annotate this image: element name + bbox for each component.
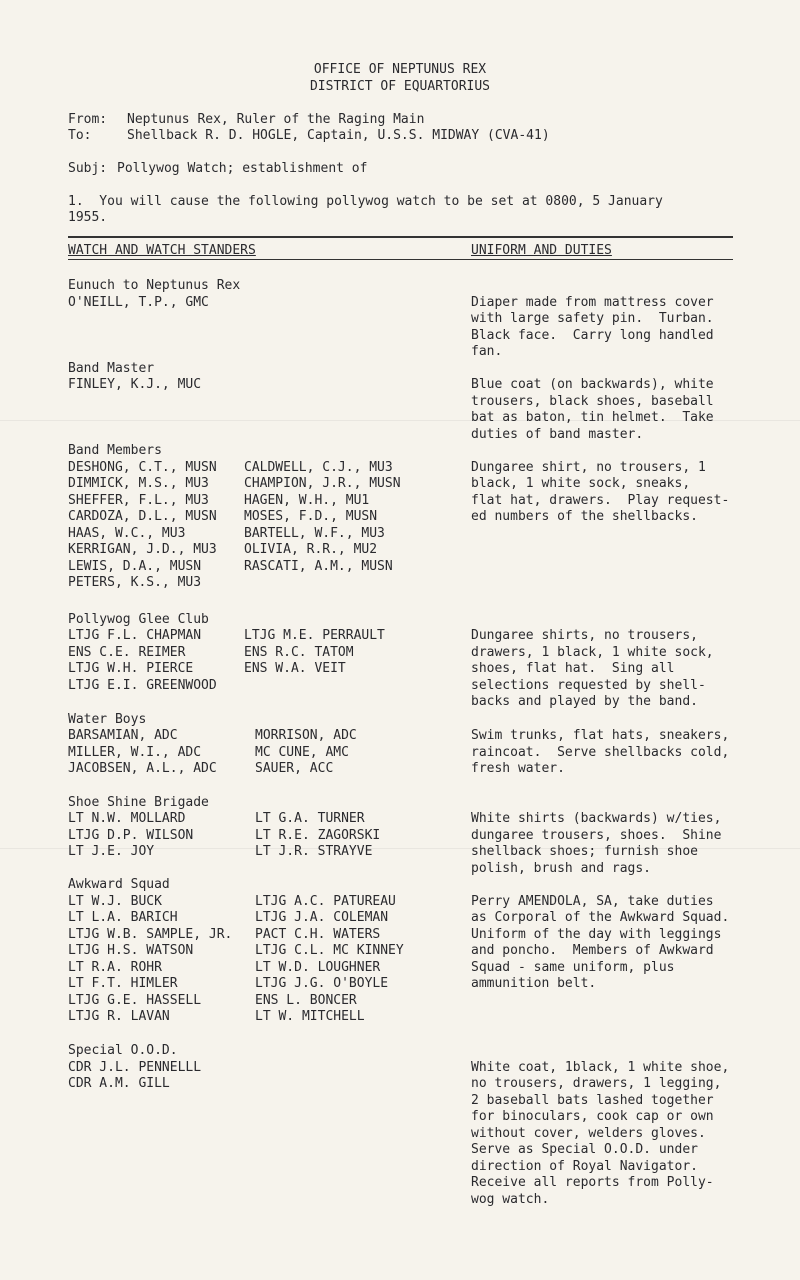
name-line: LT R.A. ROHR bbox=[68, 960, 162, 975]
name-line: LTJG E.I. GREENWOOD bbox=[68, 678, 217, 693]
section-title-special-ood: Special O.O.D. bbox=[68, 1043, 178, 1058]
duty-line: ed numbers of the shellbacks. bbox=[471, 509, 698, 524]
duty-line: Swim trunks, flat hats, sneakers, bbox=[471, 728, 730, 743]
name-line: MC CUNE, AMC bbox=[255, 745, 349, 760]
name-line: LT J.R. STRAYVE bbox=[255, 844, 373, 859]
duty-line: Receive all reports from Polly- bbox=[471, 1175, 714, 1190]
district-heading: DISTRICT OF EQUARTORIUS bbox=[309, 79, 490, 94]
name-line: LTJG G.E. HASSELL bbox=[68, 993, 202, 1008]
duty-line: as Corporal of the Awkward Squad. bbox=[471, 910, 730, 925]
name-line: LT W.D. LOUGHNER bbox=[255, 960, 381, 975]
name-line: ENS R.C. TATOM bbox=[244, 645, 354, 660]
duty-line: and poncho. Members of Awkward bbox=[471, 943, 714, 958]
name-line: LTJG F.L. CHAPMAN bbox=[68, 628, 202, 643]
subject-label: Subj: bbox=[68, 161, 108, 176]
duty-line: trousers, black shoes, baseball bbox=[471, 394, 714, 409]
name-line: JACOBSEN, A.L., ADC bbox=[68, 761, 217, 776]
duty-line: Diaper made from mattress cover bbox=[471, 295, 714, 310]
name-line: DIMMICK, M.S., MU3 bbox=[68, 476, 209, 491]
duty-line: Perry AMENDOLA, SA, take duties bbox=[471, 894, 714, 909]
duty-line: Blue coat (on backwards), white bbox=[471, 377, 714, 392]
name-line: MILLER, W.I., ADC bbox=[68, 745, 202, 760]
name-line: LT J.E. JOY bbox=[68, 844, 155, 859]
duty-line: polish, brush and rags. bbox=[471, 861, 652, 876]
duty-line: raincoat. Serve shellbacks cold, bbox=[471, 745, 730, 760]
section-title-shoe-shine: Shoe Shine Brigade bbox=[68, 795, 209, 810]
name-line: O'NEILL, T.P., GMC bbox=[68, 295, 209, 310]
to-value: Shellback R. D. HOGLE, Captain, U.S.S. MIDWAY (CVA-41) bbox=[127, 128, 550, 143]
name-line: LTJG J.G. O'BOYLE bbox=[255, 976, 389, 991]
duty-line: Dungaree shirts, no trousers, bbox=[471, 628, 698, 643]
subject-value: Pollywog Watch; establishment of bbox=[117, 161, 368, 176]
office-heading: OFFICE OF NEPTUNUS REX bbox=[313, 62, 487, 77]
name-line: OLIVIA, R.R., MU2 bbox=[244, 542, 378, 557]
name-line: RASCATI, A.M., MUSN bbox=[244, 559, 393, 574]
column-header-uniform: UNIFORM AND DUTIES bbox=[471, 243, 612, 258]
name-line: PACT C.H. WATERS bbox=[255, 927, 381, 942]
duty-line: for binoculars, cook cap or own bbox=[471, 1109, 714, 1124]
duty-line: duties of band master. bbox=[471, 427, 644, 442]
duty-line: wog watch. bbox=[471, 1192, 550, 1207]
duty-line: black, 1 white sock, sneaks, bbox=[471, 476, 691, 491]
name-line: LTJG J.A. COLEMAN bbox=[255, 910, 389, 925]
duty-line: Serve as Special O.O.D. under bbox=[471, 1142, 698, 1157]
name-line: LTJG D.P. WILSON bbox=[68, 828, 194, 843]
name-line: CDR A.M. GILL bbox=[68, 1076, 170, 1091]
name-line: LT N.W. MOLLARD bbox=[68, 811, 186, 826]
duty-line: without cover, welders gloves. bbox=[471, 1126, 706, 1141]
name-line: ENS L. BONCER bbox=[255, 993, 357, 1008]
duty-line: bat as baton, tin helmet. Take bbox=[471, 410, 714, 425]
duty-line: shellback shoes; furnish shoe bbox=[471, 844, 698, 859]
duty-line: Squad - same uniform, plus bbox=[471, 960, 675, 975]
name-line: CHAMPION, J.R., MUSN bbox=[244, 476, 401, 491]
duty-line: Uniform of the day with leggings bbox=[471, 927, 722, 942]
name-line: LTJG M.E. PERRAULT bbox=[244, 628, 385, 643]
name-line: HAGEN, W.H., MU1 bbox=[244, 493, 370, 508]
name-line: LT W.J. BUCK bbox=[68, 894, 162, 909]
name-line: BARSAMIAN, ADC bbox=[68, 728, 178, 743]
duty-line: dungaree trousers, shoes. Shine bbox=[471, 828, 722, 843]
name-line: LT R.E. ZAGORSKI bbox=[255, 828, 381, 843]
paragraph-1-line-1: 1. You will cause the following pollywog watch to be set at 0800, 5 January bbox=[68, 194, 663, 209]
duty-line: shoes, flat hat. Sing all bbox=[471, 661, 675, 676]
name-line: CDR J.L. PENNELLL bbox=[68, 1060, 202, 1075]
name-line: ENS W.A. VEIT bbox=[244, 661, 346, 676]
column-header-watch: WATCH AND WATCH STANDERS bbox=[68, 243, 256, 258]
to-label: To: bbox=[68, 128, 92, 143]
from-value: Neptunus Rex, Ruler of the Raging Main bbox=[127, 112, 425, 127]
duty-line: with large safety pin. Turban. bbox=[471, 311, 714, 326]
name-line: LTJG A.C. PATUREAU bbox=[255, 894, 396, 909]
section-title-glee-club: Pollywog Glee Club bbox=[68, 612, 209, 627]
name-line: LT W. MITCHELL bbox=[255, 1009, 365, 1024]
name-line: FINLEY, K.J., MUC bbox=[68, 377, 202, 392]
from-label: From: bbox=[68, 112, 108, 127]
name-line: DESHONG, C.T., MUSN bbox=[68, 460, 217, 475]
name-line: SAUER, ACC bbox=[255, 761, 334, 776]
duty-line: White coat, 1black, 1 white shoe, bbox=[471, 1060, 730, 1075]
duty-line: flat hat, drawers. Play request- bbox=[471, 493, 730, 508]
name-line: LTJG H.S. WATSON bbox=[68, 943, 194, 958]
duty-line: fan. bbox=[471, 344, 503, 359]
name-line: LT L.A. BARICH bbox=[68, 910, 178, 925]
duty-line: fresh water. bbox=[471, 761, 565, 776]
paragraph-1-line-2: 1955. bbox=[68, 210, 108, 225]
duty-line: selections requested by shell- bbox=[471, 678, 706, 693]
duty-line: Dungaree shirt, no trousers, 1 bbox=[471, 460, 706, 475]
name-line: LTJG R. LAVAN bbox=[68, 1009, 170, 1024]
name-line: CARDOZA, D.L., MUSN bbox=[68, 509, 217, 524]
name-line: ENS C.E. REIMER bbox=[68, 645, 186, 660]
duty-line: 2 baseball bats lashed together bbox=[471, 1093, 714, 1108]
duty-line: White shirts (backwards) w/ties, bbox=[471, 811, 722, 826]
name-line: LTJG W.B. SAMPLE, JR. bbox=[68, 927, 233, 942]
section-title-eunuch: Eunuch to Neptunus Rex bbox=[68, 278, 241, 293]
header-top-rule bbox=[68, 236, 733, 238]
name-line: SHEFFER, F.L., MU3 bbox=[68, 493, 209, 508]
name-line: CALDWELL, C.J., MU3 bbox=[244, 460, 393, 475]
section-title-water-boys: Water Boys bbox=[68, 712, 147, 727]
name-line: HAAS, W.C., MU3 bbox=[68, 526, 186, 541]
duty-line: Black face. Carry long handled bbox=[471, 328, 714, 343]
name-line: MORRISON, ADC bbox=[255, 728, 357, 743]
name-line: KERRIGAN, J.D., MU3 bbox=[68, 542, 217, 557]
duty-line: backs and played by the band. bbox=[471, 694, 698, 709]
name-line: BARTELL, W.F., MU3 bbox=[244, 526, 385, 541]
name-line: PETERS, K.S., MU3 bbox=[68, 575, 202, 590]
duty-line: drawers, 1 black, 1 white sock, bbox=[471, 645, 714, 660]
name-line: LTJG C.L. MC KINNEY bbox=[255, 943, 404, 958]
section-title-band: Band Members bbox=[68, 443, 162, 458]
section-title-bandmaster: Band Master bbox=[68, 361, 155, 376]
duty-line: ammunition belt. bbox=[471, 976, 597, 991]
duty-line: direction of Royal Navigator. bbox=[471, 1159, 698, 1174]
name-line: LTJG W.H. PIERCE bbox=[68, 661, 194, 676]
name-line: LT F.T. HIMLER bbox=[68, 976, 178, 991]
name-line: MOSES, F.D., MUSN bbox=[244, 509, 378, 524]
header-bottom-rule bbox=[68, 259, 733, 260]
name-line: LEWIS, D.A., MUSN bbox=[68, 559, 202, 574]
section-title-awkward-squad: Awkward Squad bbox=[68, 877, 170, 892]
name-line: LT G.A. TURNER bbox=[255, 811, 365, 826]
duty-line: no trousers, drawers, 1 legging, bbox=[471, 1076, 722, 1091]
